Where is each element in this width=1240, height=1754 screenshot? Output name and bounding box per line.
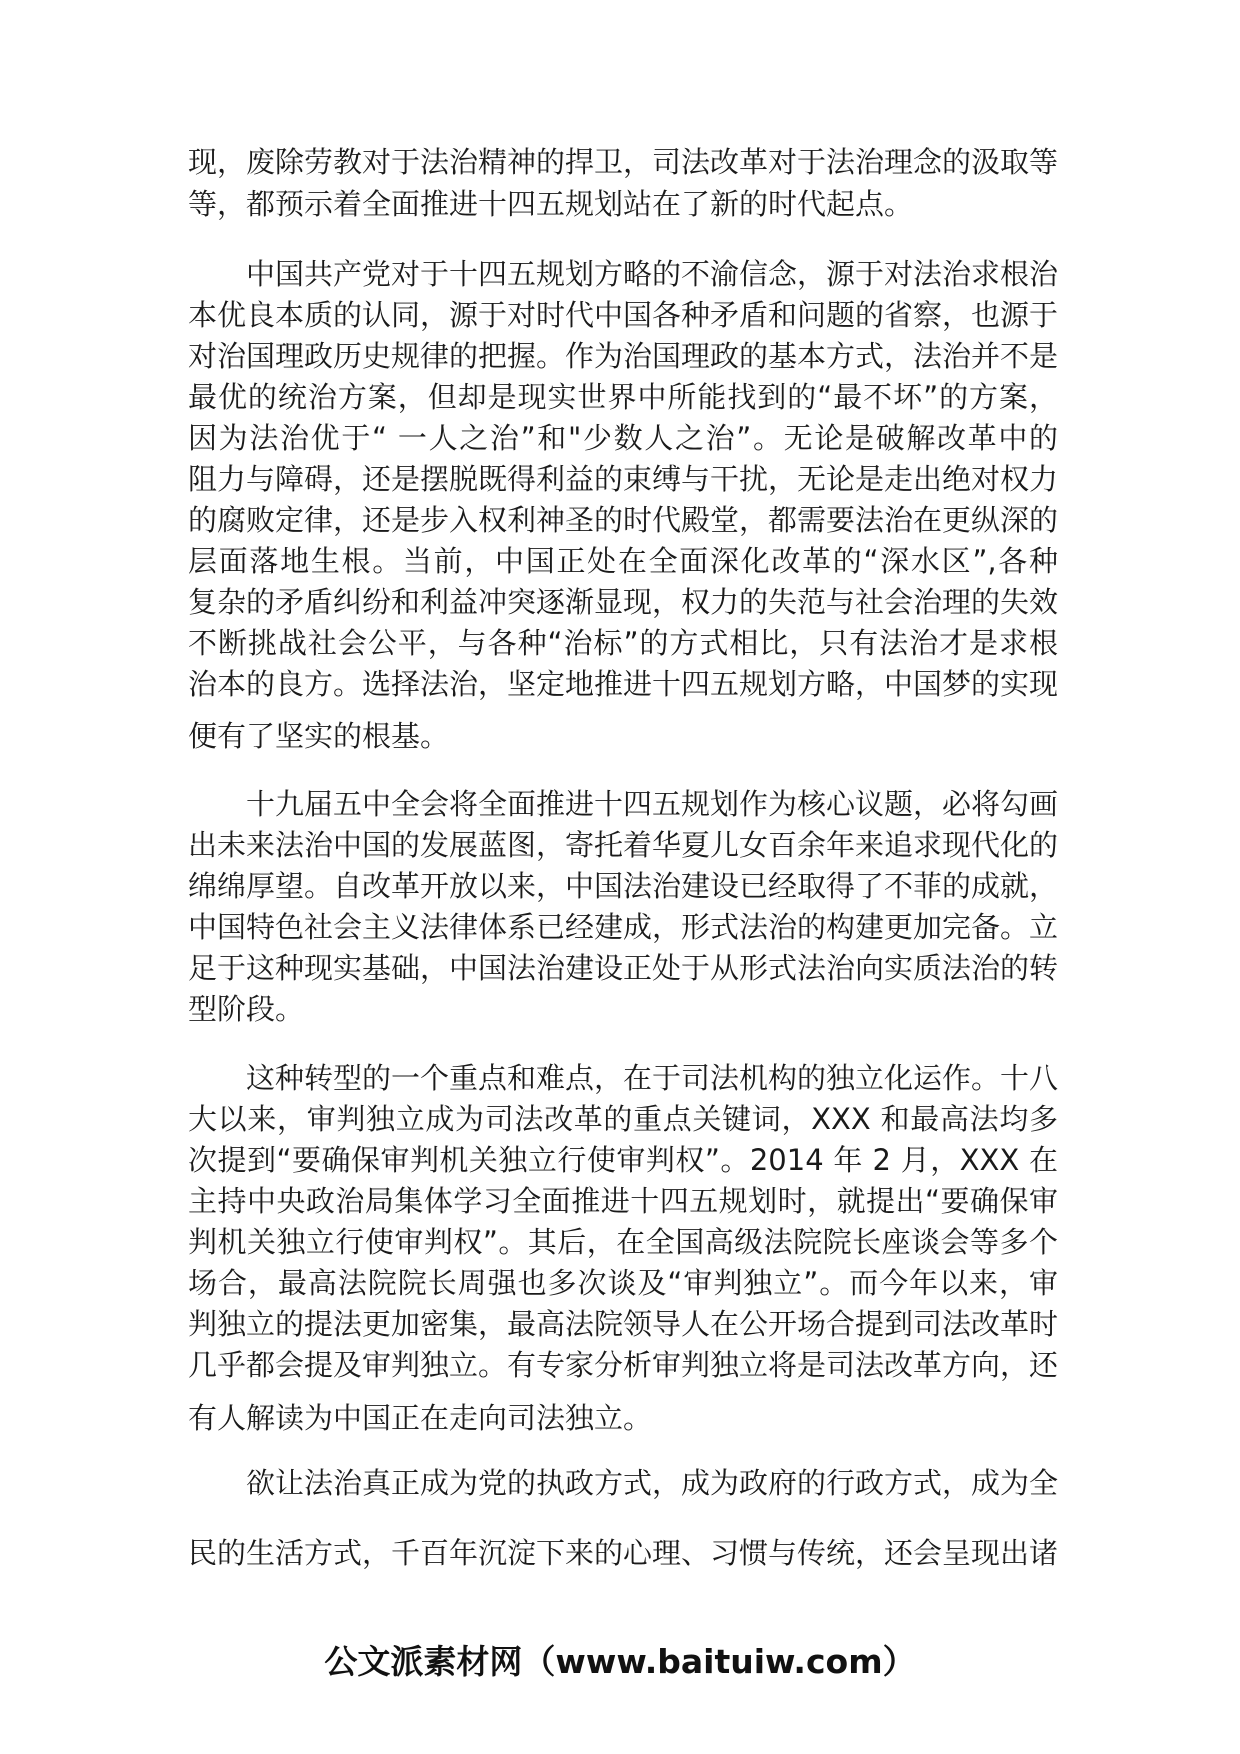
- text-line: 复杂的矛盾纠纷和利益冲突逐渐显现，权力的失范与社会治理的失效: [188, 585, 1059, 619]
- text-line: 中国特色社会主义法律体系已经建成，形式法治的构建更加完备。立: [188, 910, 1059, 944]
- text-line: 阻力与障碍，还是摆脱既得利益的束缚与干扰，无论是走出绝对权力: [188, 462, 1059, 496]
- text-line: 最优的统治方案，但却是现实世界中所能找到的“最不坏”的方案，: [188, 380, 1058, 414]
- text-line: 不断挑战社会公平，与各种“治标”的方式相比，只有法治才是求根: [188, 626, 1058, 660]
- text-line: 判独立的提法更加密集，最高法院领导人在公开场合提到司法改革时: [188, 1307, 1059, 1341]
- text-line: 大以来，审判独立成为司法改革的重点关键词，XXX 和最高法均多: [188, 1102, 1058, 1136]
- footer-source-label: 公文派素材网（www.baituiw.com）: [324, 1642, 916, 1681]
- text-line: 足于这种现实基础，中国法治建设正处于从形式法治向实质法治的转: [188, 951, 1059, 985]
- text-line: 判机关独立行使审判权”。其后，在全国高级法院院长座谈会等多个: [188, 1225, 1058, 1259]
- text-line: 主持中央政治局集体学习全面推进十四五规划时，就提出“要确保审: [188, 1184, 1058, 1218]
- text-line: 因为法治优于“ 一人之治”和"少数人之治”。无论是破解改革中的: [188, 421, 1058, 455]
- text-line: 型阶段。: [188, 992, 305, 1026]
- text-line: 等，都预示着全面推进十四五规划站在了新的时代起点。: [188, 187, 914, 221]
- text-line: 层面落地生根。当前，中国正处在全面深化改革的“深水区”,各种: [188, 544, 1058, 578]
- text-line: 这种转型的一个重点和难点，在于司法机构的独立化运作。十八: [246, 1061, 1059, 1095]
- text-line: 十九届五中全会将全面推进十四五规划作为核心议题，必将勾画: [246, 787, 1059, 821]
- text-line: 的腐败定律，还是步入权利神圣的时代殿堂，都需要法治在更纵深的: [188, 503, 1059, 537]
- text-line: 次提到“要确保审判机关独立行使审判权”。2014 年 2 月，XXX 在: [188, 1143, 1058, 1177]
- text-line: 出未来法治中国的发展蓝图，寄托着华夏儿女百余年来追求现代化的: [188, 828, 1059, 862]
- text-line: 中国共产党对于十四五规划方略的不渝信念，源于对法治求根治: [246, 257, 1059, 291]
- text-line: 民的生活方式，千百年沉淀下来的心理、习惯与传统，还会呈现出诸: [188, 1536, 1059, 1570]
- text-line: 欲让法治真正成为党的执政方式，成为政府的行政方式，成为全: [246, 1466, 1059, 1500]
- text-line: 便有了坚实的根基。: [188, 719, 450, 753]
- text-line: 几乎都会提及审判独立。有专家分析审判独立将是司法改革方向，还: [188, 1348, 1059, 1382]
- text-line: 有人解读为中国正在走向司法独立。: [188, 1401, 653, 1435]
- text-line: 治本的良方。选择法治，坚定地推进十四五规划方略，中国梦的实现: [188, 667, 1059, 701]
- text-line: 绵绵厚望。自改革开放以来，中国法治建设已经取得了不菲的成就，: [188, 869, 1059, 903]
- text-line: 场合，最高法院院长周强也多次谈及“审判独立”。而今年以来，审: [188, 1266, 1058, 1300]
- text-line: 现，废除劳教对于法治精神的捍卫，司法改革对于法治理念的汲取等: [188, 145, 1059, 179]
- text-line: 对治国理政历史规律的把握。作为治国理政的基本方式，法治并不是: [188, 339, 1059, 373]
- text-line: 本优良本质的认同，源于对时代中国各种矛盾和问题的省察，也源于: [188, 298, 1059, 332]
